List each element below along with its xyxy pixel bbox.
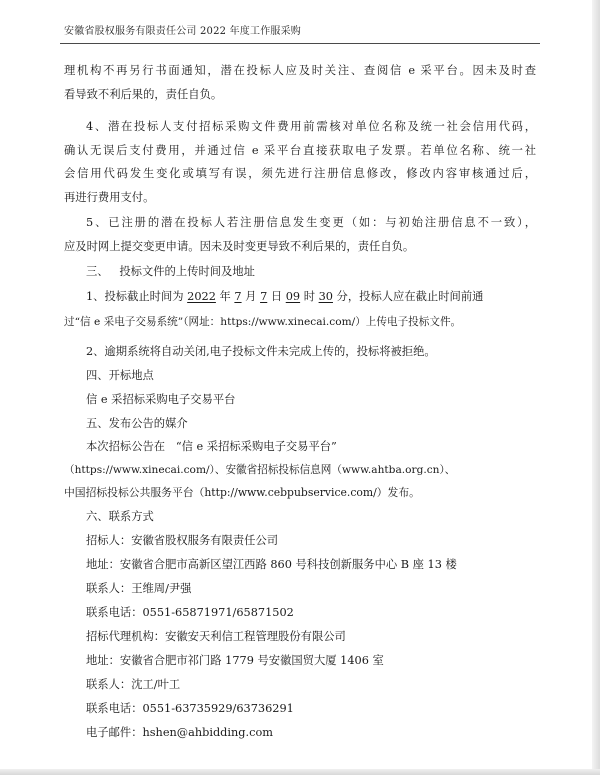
para-continuation-line-1: 理机构不再另行书面通知，潜在投标人应及时关注、查阅信 e 采平台。因未及时查: [64, 64, 536, 77]
tenderer-name: 招标人：安徽省股权服务有限责任公司: [86, 534, 279, 547]
agency-email: 电子邮件：hshen@ahbidding.com: [86, 726, 273, 739]
deadline-day: 7: [260, 290, 268, 303]
section-3-heading: 三、 投标文件的上传时间及地址: [86, 265, 255, 278]
deadline-month-unit: 月: [241, 290, 261, 303]
section-6-heading: 六、联系方式: [86, 510, 154, 523]
header-divider: [60, 43, 540, 44]
item-5-line-2: 应及时网上提交变更申请。因未及时变更导致不利后果的，责任自负。: [64, 240, 415, 253]
item-4-line-3: 会信用代码发生变化或填写有误，须先进行注册信息修改，修改内容审核通过后，: [64, 167, 536, 180]
deadline-suffix: 分，投标人应在截止时间前通: [332, 290, 484, 303]
deadline-month: 7: [234, 290, 242, 303]
deadline-year: 2022: [187, 290, 216, 303]
bid-deadline-line: [86, 290, 483, 304]
bid-opening-location: 信 e 采招标采购电子交易平台: [86, 393, 236, 406]
item-5-line-1: 5、已注册的潜在投标人若注册信息发生变更（如：与初始注册信息不一致），: [86, 216, 536, 229]
item-4-line-4: 再进行费用支付。: [64, 191, 155, 204]
para-continuation-line-2: 看导致不利后果的，责任自负。: [64, 88, 223, 101]
media-line-2: （https://www.xinecai.com/）、安徽省招标投标信息网（www.ahtba.org.cn）、: [64, 464, 456, 476]
page-edge-shadow: [592, 0, 600, 775]
upload-address-line: 过“信 e 采电子交易系统”（网址：https://www.xinecai.com/）上传电子投标文件。: [64, 316, 462, 328]
page-header: 安徽省股权服务有限责任公司 2022 年度工作服采购: [64, 26, 302, 37]
section-3-item-2: 2、逾期系统将自动关闭,电子投标文件未完成上传的，投标将被拒绝。: [86, 345, 436, 358]
agency-name: 招标代理机构：安徽安天利信工程管理股份有限公司: [86, 630, 346, 643]
media-line-1: 本次招标公告在 “信 e 采招标采购电子交易平台”: [86, 440, 337, 453]
item-4-line-2: 确认无误后支付费用，并通过信 e 采平台直接获取电子发票。若单位名称、统一社: [64, 144, 536, 157]
deadline-day-unit: 日: [267, 290, 286, 303]
agency-phone: 联系电话：0551-63735929/63736291: [86, 702, 294, 715]
page-bottom-shadow: [0, 769, 600, 775]
section-4-heading: 四、开标地点: [86, 369, 154, 382]
tenderer-phone: 联系电话：0551-65871971/65871502: [86, 606, 294, 619]
agency-contact: 联系人：沈工/叶工: [86, 678, 181, 691]
deadline-prefix: 1、投标截止时间为: [86, 290, 188, 303]
section-5-heading: 五、发布公告的媒介: [86, 417, 188, 430]
agency-address: 地址：安徽省合肥市祁门路 1779 号安徽国贸大厦 1406 室: [86, 654, 384, 667]
tenderer-address: 地址：安徽省合肥市高新区望江西路 860 号科技创新服务中心 B 座 13 楼: [86, 558, 457, 571]
deadline-hour-unit: 时: [300, 290, 319, 303]
deadline-minute: 30: [318, 290, 333, 303]
media-line-3: 中国招标投标公共服务平台（http://www.cebpubservice.com/）发布。: [64, 486, 420, 499]
tenderer-contact: 联系人：王维周/尹强: [86, 582, 192, 595]
deadline-hour: 09: [285, 290, 301, 303]
item-4-line-1: 4、潜在投标人支付招标采购文件费用前需核对单位名称及统一社会信用代码，: [86, 120, 536, 133]
deadline-year-unit: 年: [215, 290, 235, 303]
